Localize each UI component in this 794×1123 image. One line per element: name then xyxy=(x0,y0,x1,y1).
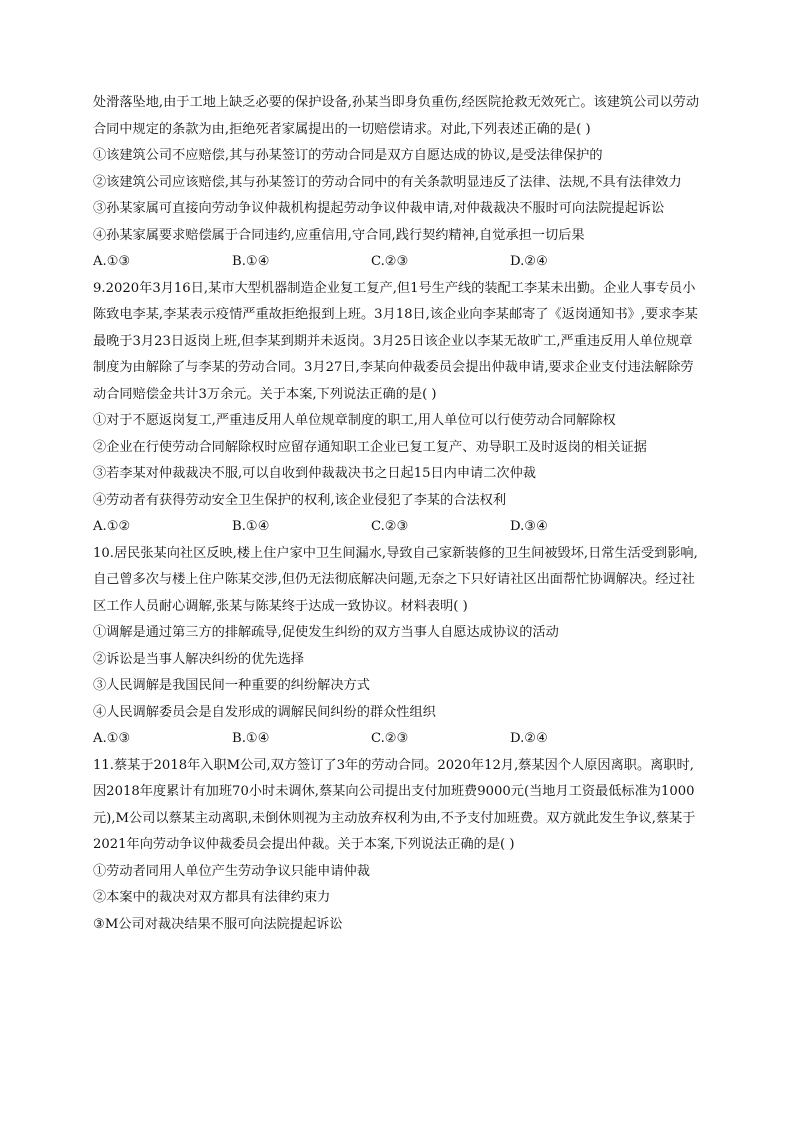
statement: ②该建筑公司应该赔偿,其与孙某签订的劳动合同中的有关条款明显违反了法律、法规,不具有法律效力 xyxy=(93,174,682,190)
option-b: B.①④ xyxy=(232,731,270,746)
option-b: B.①④ xyxy=(232,519,270,534)
question-8 xyxy=(93,90,703,276)
option-a: A.①③ xyxy=(93,254,131,269)
statement: ②企业在行使劳动合同解除权时应留存通知职工企业已复工复产、劝导职工及时返岗的相关证据 xyxy=(93,439,647,455)
statement: ①调解是通过第三方的排解疏导,促使发生纠纷的双方当事人自愿达成协议的活动 xyxy=(93,625,559,640)
option-b: B.①④ xyxy=(232,254,270,269)
statement: ①该建筑公司不应赔偿,其与孙某签订的劳动合同是双方自愿达成的协议,是受法律保护的 xyxy=(93,148,603,163)
statement: ②诉讼是当事人解决纠纷的优先选择 xyxy=(93,651,304,667)
statement: ①对于不愿返岗复工,严重违反用人单位规章制度的职工,用人单位可以行使劳动合同解除权 xyxy=(93,413,616,428)
statement: ④人民调解委员会是自发形成的调解民间纠纷的群众性组织 xyxy=(93,704,436,720)
option-d: D.③④ xyxy=(510,519,548,534)
option-a: A.①② xyxy=(93,519,131,534)
question-stem: 处滑落坠地,由于工地上缺乏必要的保护设备,孙某当即身负重伤,经医院抢救无效死亡。该建筑公司以劳动合同中规定的条款为由,拒绝死者家属提出的一切赔偿请求。对此,下列表述正确的是( ) xyxy=(93,95,700,137)
answer-options xyxy=(93,726,703,753)
statement: ④劳动者有获得劳动安全卫生保护的权利,该企业侵犯了李某的合法权利 xyxy=(93,492,507,508)
statement: ①劳动者同用人单位产生劳动争议只能申请仲裁 xyxy=(93,863,370,879)
option-c: C.②③ xyxy=(371,731,409,746)
question-stem: 11.蔡某于2018年入职M公司,双方签订了3年的劳动合同。2020年12月,蔡某因个人原因离职。离职时,因2018年度累计有加班70小时未调休,蔡某向公司提出支付加班费9000元(当地月工资最低标准为1000元),M公司以蔡某主动离职,未倒休则视为主动放弃权利为由,不予支付加班费。双方就此发生争议,蔡某于2021年向劳动争议仲裁委员会提出仲裁。关于本案,下列说法正确的是( ) xyxy=(93,757,696,852)
question-9 xyxy=(93,276,703,541)
statement: ②本案中的裁决对双方都具有法律约束力 xyxy=(93,890,331,905)
statement: ④孙某家属要求赔偿属于合同违约,应重信用,守合同,践行契约精神,自觉承担一切后果 xyxy=(93,227,585,243)
option-d: D.②④ xyxy=(510,254,548,269)
statement: ③孙某家属可直接向劳动争议仲裁机构提起劳动争议仲裁申请,对仲裁裁决不服时可向法院提起诉讼 xyxy=(93,201,665,216)
option-c: C.②③ xyxy=(371,254,409,269)
option-a: A.①③ xyxy=(93,731,131,746)
question-stem: 10.居民张某向社区反映,楼上住户家中卫生间漏水,导致自己家新装修的卫生间被毁坏,日常生活受到影响,自己曾多次与楼上住户陈某交涉,但仍无法彻底解决问题,无奈之下只好请社区出面帮忙协调解决。经过社区工作人员耐心调解,张某与陈某终于达成一致协议。材料表明( ) xyxy=(93,545,698,614)
statement: ③若李某对仲裁裁决不服,可以自收到仲裁裁决书之日起15日内申请二次仲裁 xyxy=(93,466,536,481)
option-d: D.②④ xyxy=(510,731,548,746)
statement: ③人民调解是我国民间一种重要的纠纷解决方式 xyxy=(93,678,370,693)
answer-options xyxy=(93,249,703,276)
question-11 xyxy=(93,753,703,939)
question-10 xyxy=(93,541,703,753)
option-c: C.②③ xyxy=(371,519,409,534)
statement: ③M公司对裁决结果不服可向法院提起诉讼 xyxy=(93,916,343,932)
exam-page xyxy=(93,90,703,938)
answer-options xyxy=(93,514,703,541)
question-stem: 9.2020年3月16日,某市大型机器制造企业复工复产,但1号生产线的装配工李某未出勤。企业人事专员小陈致电李某,李某表示疫情严重故拒绝报到上班。3月18日,该企业向李某邮寄了《返岗通知书》,要求李某最晚于3月23日返岗上班,但李某到期并未返岗。3月25日该企业以李某无故旷工,严重违反用人单位规章制度为由解除了与李某的劳动合同。3月27日,李某向仲裁委员会提出仲裁申请,要求企业支付违法解除劳动合同赔偿金共计3万余元。关于本案,下列说法正确的是( ) xyxy=(93,280,698,402)
